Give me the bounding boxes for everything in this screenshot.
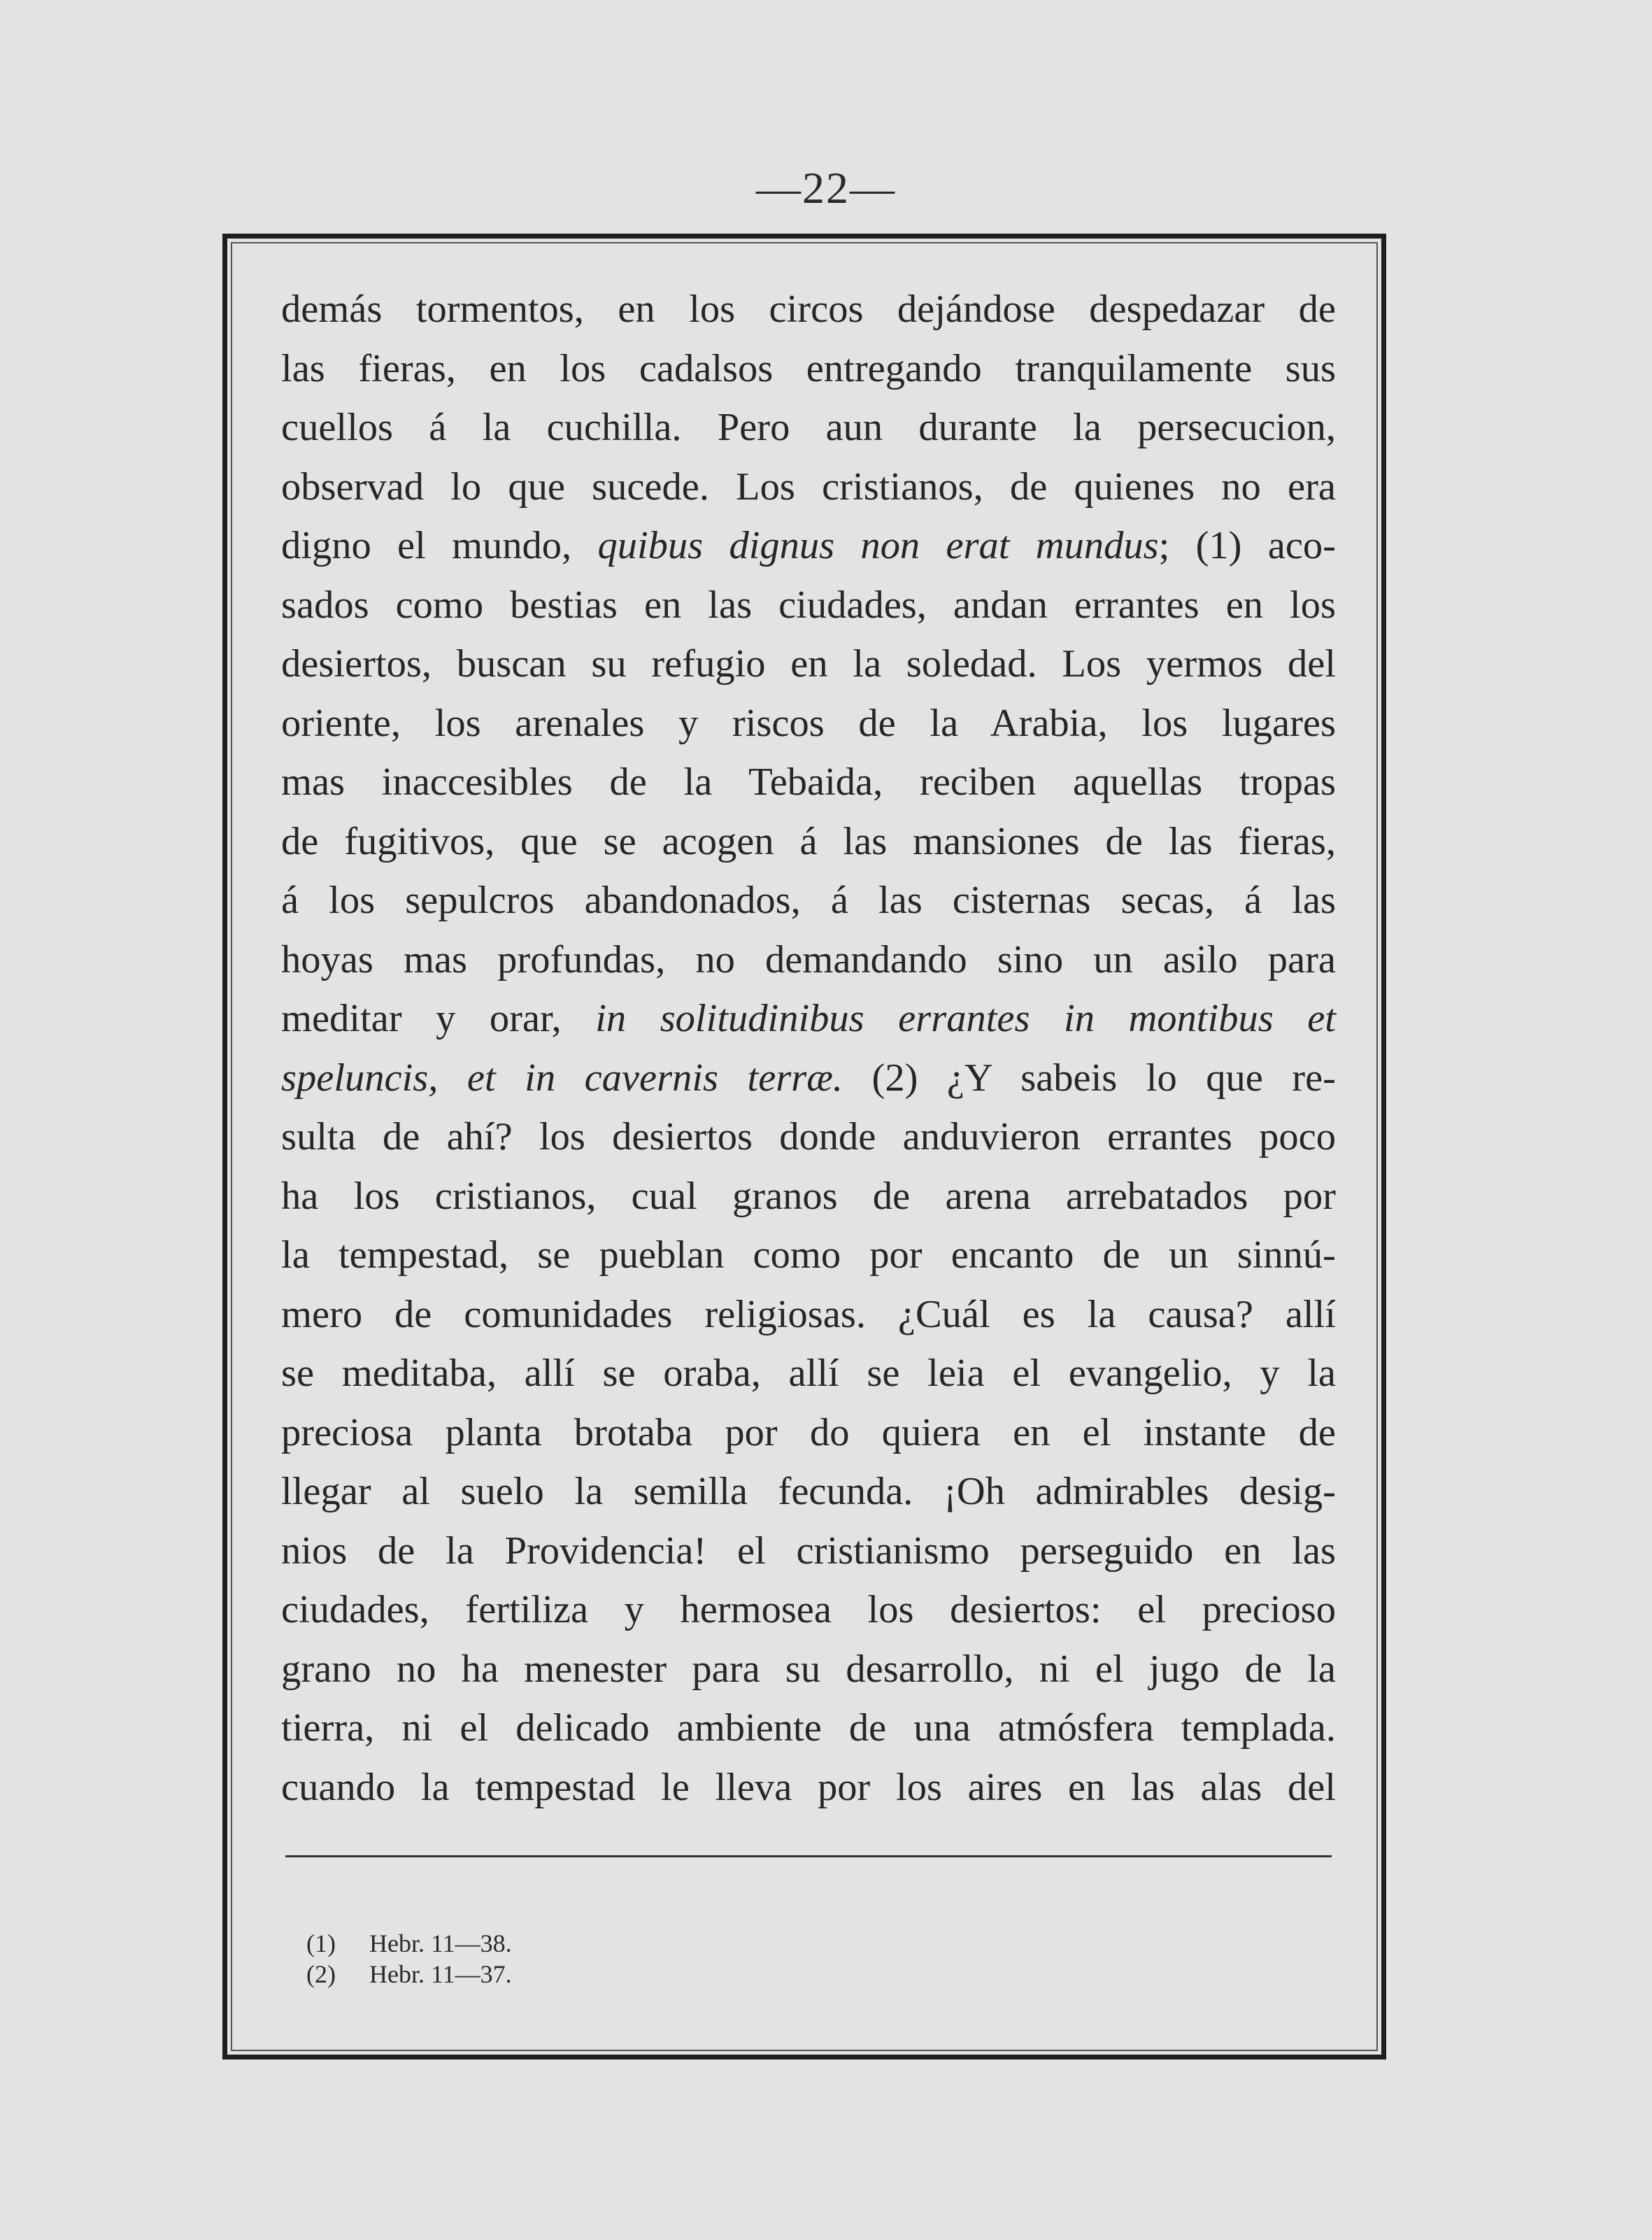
text-run: ; (1) aco- [1158,524,1336,567]
latin-quote: speluncis, et in cavernis terræ. [281,1056,843,1100]
footnote-rule [285,1855,1332,1857]
text-line [281,694,1336,753]
text-line [281,753,1336,812]
latin-quote: in solitudinibus errantes in montibus et [595,997,1336,1040]
text-run: demás tormentos, en los circos dejándose despedazar de [281,288,1336,331]
body-text [281,280,1336,1817]
footnotes [306,1928,866,1990]
text-line [281,576,1336,635]
text-run: (2) ¿Y sabeis lo que re- [843,1056,1336,1100]
text-run: hoyas mas profundas, no demandando sino un asilo para [281,937,1336,981]
footnote-mark: (1) [306,1929,336,1957]
text-run: mas inaccesibles de la Tebaida, reciben aquellas tropas [281,760,1336,804]
text-line [281,1580,1336,1640]
text-run: sulta de ahí? los desiertos donde anduvieron errantes poco [281,1115,1336,1158]
footnote-1 [306,1928,866,1959]
text-line [281,635,1336,694]
text-run: cuellos á la cuchilla. Pero aun durante la persecucion, [281,406,1336,449]
text-line [281,1699,1336,1758]
text-run: digno el mundo, [281,524,598,567]
text-run: las fieras, en los cadalsos entregando tranquilamente sus [281,346,1336,390]
text-line [281,989,1336,1049]
footnote-mark: (2) [306,1960,336,1988]
text-line [281,1285,1336,1345]
text-line [281,1344,1336,1403]
text-line [281,458,1336,517]
text-line [281,280,1336,339]
text-run: se meditaba, allí se oraba, allí se leia el evangelio, y la [281,1352,1336,1395]
latin-quote: quibus dignus non erat mundus [597,524,1159,567]
text-line [281,1640,1336,1699]
text-line [281,1167,1336,1226]
text-run: ha los cristianos, cual granos de arena arrebatados por [281,1174,1336,1218]
text-line [281,1049,1336,1108]
text-line [281,812,1336,872]
text-run: oriente, los arenales y riscos de la Arabia, los lugares [281,701,1336,745]
text-run: sados como bestias en las ciudades, andan errantes en los [281,583,1336,627]
text-run: la tempestad, se pueblan como por encanto de un sinnú- [281,1233,1336,1277]
text-run: ciudades, fertiliza y hermosea los desiertos: el precioso [281,1588,1336,1631]
text-line [281,398,1336,458]
text-run: cuando la tempestad le lleva por los aires en las alas del [281,1765,1336,1809]
text-line [281,339,1336,399]
text-run: preciosa planta brotaba por do quiera en el instante de [281,1410,1336,1454]
text-run: mero de comunidades religiosas. ¿Cuál es la causa? allí [281,1292,1336,1336]
footnote-text: Hebr. 11—38. [369,1929,512,1957]
text-line [281,871,1336,930]
text-run: á los sepulcros abandonados, á las cisternas secas, á las [281,879,1336,922]
footnote-text: Hebr. 11—37. [369,1960,512,1988]
footnote-2 [306,1959,866,1990]
text-run: de fugitivos, que se acogen á las mansiones de las fieras, [281,819,1336,863]
text-run: meditar y orar, [281,997,596,1040]
text-run: observad lo que sucede. Los cristianos, de quienes no era [281,465,1336,509]
text-line [281,1758,1336,1817]
text-run: nios de la Providencia! el cristianismo perseguido en las [281,1529,1336,1573]
text-line [281,1226,1336,1285]
text-run: tierra, ni el delicado ambiente de una atmósfera templada. [281,1706,1336,1750]
page-number: —22— [756,163,896,213]
text-line [281,1107,1336,1167]
text-line [281,1462,1336,1522]
text-line [281,930,1336,990]
text-run: llegar al suelo la semilla fecunda. ¡Oh admirables desig- [281,1470,1336,1513]
text-run: grano no ha menester para su desarrollo, ni el jugo de la [281,1647,1336,1691]
text-run: desiertos, buscan su refugio en la soledad. Los yermos del [281,642,1336,686]
text-line [281,516,1336,576]
text-line [281,1403,1336,1463]
text-line [281,1522,1336,1581]
